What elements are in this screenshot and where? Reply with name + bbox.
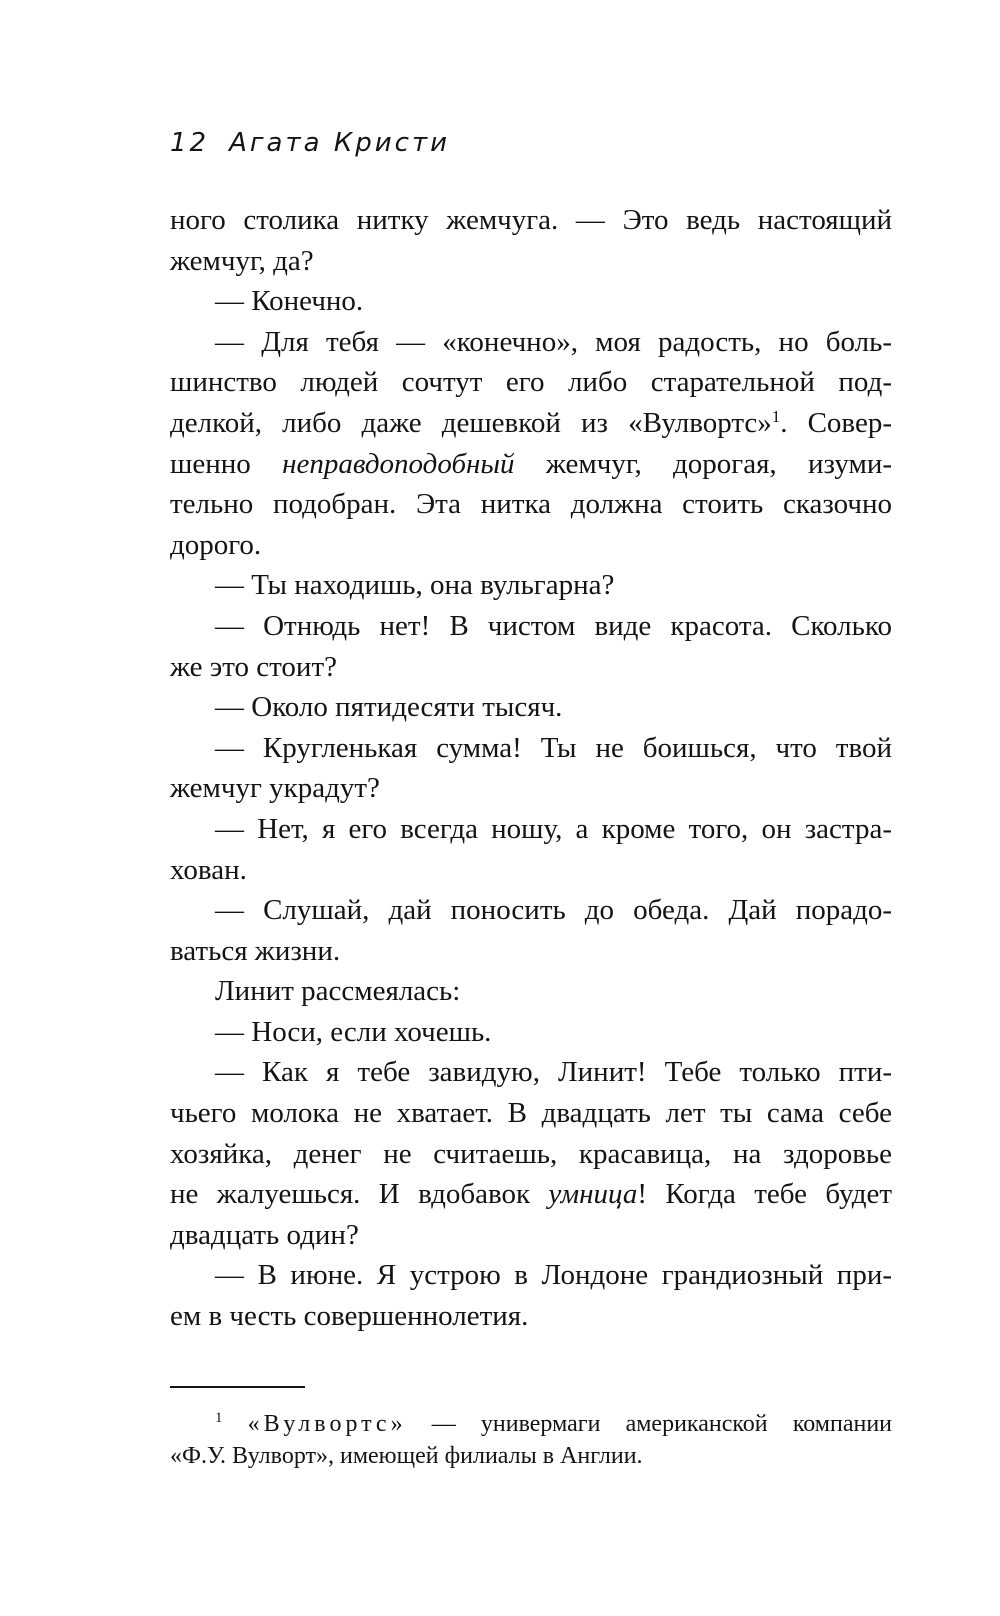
text-line: дорого. [170,528,262,561]
footnote-term: «Вулвортс» [247,1411,407,1437]
footnote-divider [170,1386,305,1388]
text-line: — Ты находишь, она вульгарна? [215,569,615,602]
text-line: ного столика нитку жемчуга. — Это ведь настоящий [170,204,892,236]
text-line: — Для тебя — «конечно», моя радость, но боль- [215,325,892,358]
text-line: хозяйка, денег не считаешь, красавица, на здоровье [170,1137,892,1170]
text-line: же это стоит? [170,650,337,683]
text-line: ваться жизни. [170,934,341,967]
text-line: — Нет, я его всегда ношу, а кроме того, он застра- [215,812,892,845]
text-line: — В июне. Я устрою в Лондоне грандиозный при- [215,1259,892,1292]
text-line: — Кругленькая сумма! Ты не боишься, что твой [215,731,892,764]
emphasis: неправдоподобный [282,447,515,480]
text-line: жемчуг украдут? [170,772,380,805]
text-line: — Как я тебе завидую, Линит! Тебе только пти- [215,1056,892,1089]
footnote-line: $^1$ «Вулвортс» — универмаги американской компании [215,1410,893,1437]
footnote-ref: 1 [771,406,781,426]
text-line: ем в честь совершеннолетия. [170,1300,529,1333]
page-number: 12 [170,128,210,158]
text-line: чьего молока не хватает. В двадцать лет ты сама себе [170,1097,892,1130]
text-line: — Слушай, дай поносить до обеда. Дай порадо- [215,894,892,927]
emphasis: умница [548,1178,638,1211]
text-line: — Отнюдь нет! В чистом виде красота. Сколько [215,609,892,642]
footnote-marker: 1 [215,1410,223,1426]
text-line: не жалуешься. И вдобавок умница! Когда тебе будет [170,1178,892,1211]
text-line: двадцать один? [170,1218,359,1251]
text-line: — Конечно. [215,285,364,318]
footnote-line: «Ф.У. Вулворт», имеющей филиалы в Англии. [170,1443,643,1469]
body-text [170,200,892,1337]
text-line: — Носи, если хочешь. [215,1015,492,1048]
text-line: хован. [170,853,247,886]
text-line: шинство людей сочтут его либо старательной под- [170,366,892,399]
running-head [170,128,450,158]
footnote [170,1408,892,1472]
text-line: жемчуг, да? [170,244,314,277]
text-line: тельно подобран. Эта нитка должна стоить сказочно [170,488,892,521]
text-line: — Около пятидесяти тысяч. [215,691,563,724]
text-line: делкой, либо даже дешевкой из «Вулвортс»$^1$. Совер- [170,406,892,439]
text-line: шенно неправдоподобный жемчуг, дорогая, изуми- [170,447,892,480]
text-line: Линит рассмеялась: [215,975,461,1008]
author-name: Агата Кристи [229,128,451,158]
